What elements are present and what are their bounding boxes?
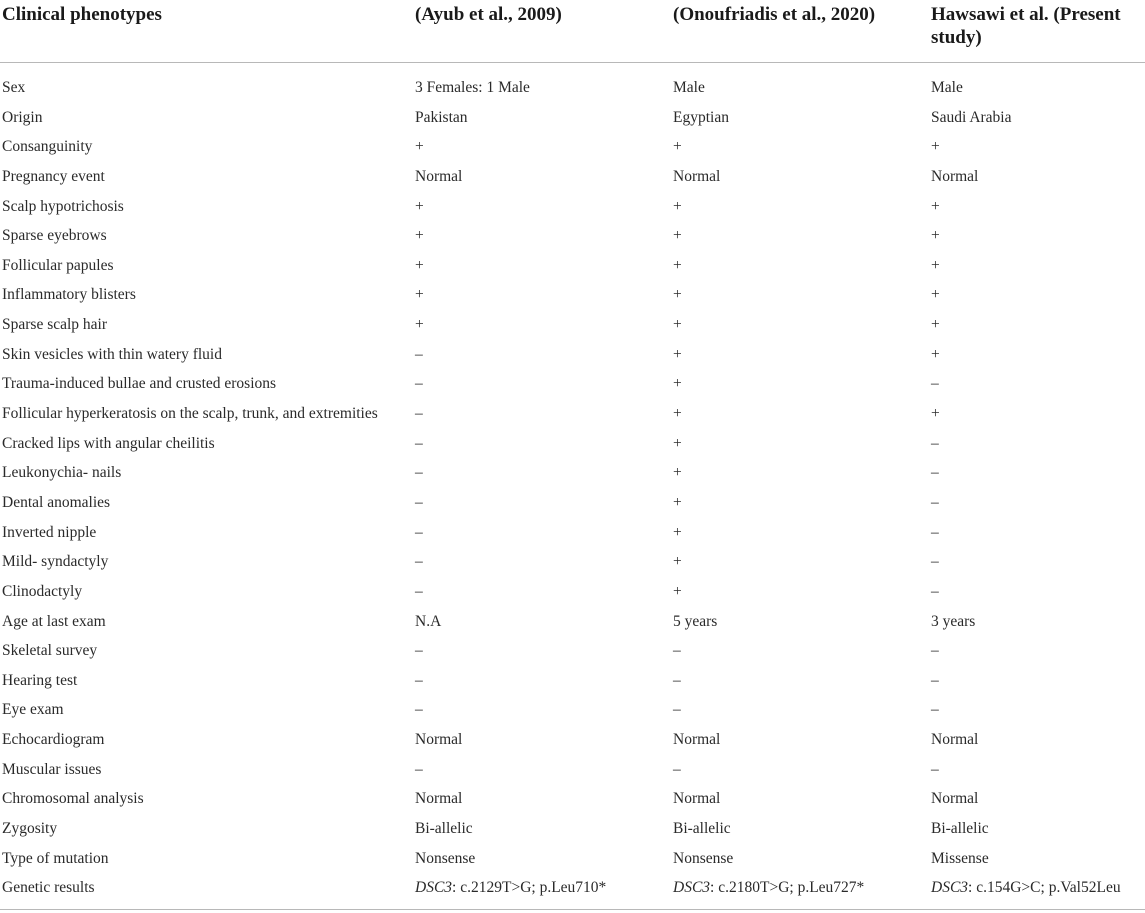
cell-ayub: – bbox=[415, 405, 423, 423]
cell-present: Missense bbox=[931, 849, 989, 867]
table-row bbox=[0, 459, 1145, 489]
cell-ayub: – bbox=[415, 493, 423, 511]
cell-ayub: – bbox=[415, 375, 423, 393]
table-row bbox=[0, 637, 1145, 667]
cell-phenotype: Consanguinity bbox=[2, 138, 93, 156]
cell-phenotype: Chromosomal analysis bbox=[2, 790, 144, 808]
cell-present: Normal bbox=[931, 167, 979, 185]
table-row bbox=[0, 370, 1145, 400]
table-row bbox=[0, 222, 1145, 252]
cell-phenotype: Clinodactyly bbox=[2, 582, 83, 600]
header-clinical-phenotypes: Clinical phenotypes bbox=[2, 4, 162, 25]
cell-present: – bbox=[931, 493, 939, 511]
cell-onoufriadis: + bbox=[673, 256, 682, 274]
table-row bbox=[0, 726, 1145, 756]
cell-phenotype: Leukonychia- nails bbox=[2, 464, 122, 482]
gene-name: DSC3 bbox=[415, 879, 453, 897]
table-row bbox=[0, 519, 1145, 549]
table-body bbox=[0, 74, 1145, 904]
cell-onoufriadis: + bbox=[673, 345, 682, 363]
cell-onoufriadis: – bbox=[673, 701, 681, 719]
cell-onoufriadis: – bbox=[673, 760, 681, 778]
header-ayub-2009: (Ayub et al., 2009) bbox=[415, 4, 562, 25]
cell-present: + bbox=[931, 316, 940, 334]
cell-present: – bbox=[931, 582, 939, 600]
cell-present: – bbox=[931, 671, 939, 689]
table-row bbox=[0, 193, 1145, 223]
table-row bbox=[0, 845, 1145, 875]
cell-onoufriadis: + bbox=[673, 197, 682, 215]
cell-phenotype: Follicular hyperkeratosis on the scalp, trunk, and extremities bbox=[2, 405, 378, 423]
cell-phenotype: Muscular issues bbox=[2, 760, 102, 778]
cell-present: 3 years bbox=[931, 612, 976, 630]
table-row bbox=[0, 252, 1145, 282]
table-row bbox=[0, 578, 1145, 608]
cell-phenotype: Type of mutation bbox=[2, 849, 109, 867]
cell-phenotype: Sparse scalp hair bbox=[2, 316, 108, 334]
cell-onoufriadis: + bbox=[673, 316, 682, 334]
cell-onoufriadis: 5 years bbox=[673, 612, 718, 630]
table-row bbox=[0, 696, 1145, 726]
cell-ayub: + bbox=[415, 138, 424, 156]
cell-present: Normal bbox=[931, 790, 979, 808]
cell-onoufriadis: Nonsense bbox=[673, 849, 734, 867]
cell-ayub: 3 Females: 1 Male bbox=[415, 79, 530, 96]
cell-onoufriadis: + bbox=[673, 286, 682, 304]
cell-phenotype: Cracked lips with angular cheilitis bbox=[2, 434, 215, 452]
cell-present: – bbox=[931, 523, 939, 541]
cell-onoufriadis: + bbox=[673, 405, 682, 423]
cell-ayub: – bbox=[415, 553, 423, 571]
cell-ayub: Nonsense bbox=[415, 849, 476, 867]
cell-ayub: + bbox=[415, 227, 424, 245]
cell-ayub: – bbox=[415, 434, 423, 452]
cell-onoufriadis: Normal bbox=[673, 790, 721, 808]
cell-onoufriadis: – bbox=[673, 642, 681, 660]
variant-text: : c.154G>C; p.Val52Leu bbox=[968, 879, 1121, 897]
table-row bbox=[0, 815, 1145, 845]
cell-ayub: + bbox=[415, 316, 424, 334]
cell-ayub: Normal bbox=[415, 790, 463, 808]
table-row-genetic-results bbox=[0, 874, 1145, 904]
table-row bbox=[0, 667, 1145, 697]
cell-present: – bbox=[931, 464, 939, 482]
cell-ayub: – bbox=[415, 642, 423, 660]
cell-present: Saudi Arabia bbox=[931, 108, 1012, 126]
cell-onoufriadis: Male bbox=[673, 79, 705, 96]
cell-present: Normal bbox=[931, 731, 979, 749]
table-row bbox=[0, 104, 1145, 134]
cell-onoufriadis: Bi-allelic bbox=[673, 820, 731, 838]
cell-phenotype: Hearing test bbox=[2, 671, 78, 689]
table-row bbox=[0, 785, 1145, 815]
cell-phenotype: Scalp hypotrichosis bbox=[2, 197, 124, 215]
cell-ayub: N.A bbox=[415, 612, 442, 630]
cell-present: – bbox=[931, 642, 939, 660]
cell-onoufriadis: + bbox=[673, 582, 682, 600]
cell-present: – bbox=[931, 375, 939, 393]
table-row bbox=[0, 281, 1145, 311]
cell-ayub: – bbox=[415, 464, 423, 482]
table-row bbox=[0, 430, 1145, 460]
cell-phenotype: Eye exam bbox=[2, 701, 64, 719]
table-bottom-rule bbox=[0, 909, 1145, 910]
cell-ayub: Normal bbox=[415, 167, 463, 185]
cell-ayub: – bbox=[415, 345, 423, 363]
cell-phenotype: Dental anomalies bbox=[2, 493, 111, 511]
cell-onoufriadis: + bbox=[673, 553, 682, 571]
cell-phenotype: Skeletal survey bbox=[2, 642, 98, 660]
cell-onoufriadis: + bbox=[673, 493, 682, 511]
table-row bbox=[0, 133, 1145, 163]
cell-onoufriadis: – bbox=[673, 671, 681, 689]
cell-present: + bbox=[931, 286, 940, 304]
cell-present: Male bbox=[931, 79, 963, 96]
cell-phenotype: Origin bbox=[2, 108, 43, 126]
variant-text: : c.2129T>G; p.Leu710* bbox=[452, 879, 607, 897]
cell-present: Bi-allelic bbox=[931, 820, 989, 838]
cell-onoufriadis: Normal bbox=[673, 167, 721, 185]
table-row bbox=[0, 400, 1145, 430]
cell-phenotype: Inverted nipple bbox=[2, 523, 97, 541]
cell-phenotype: Pregnancy event bbox=[2, 167, 105, 185]
cell-onoufriadis: + bbox=[673, 375, 682, 393]
cell-ayub: + bbox=[415, 197, 424, 215]
cell-phenotype: Sex bbox=[2, 79, 26, 96]
table-row bbox=[0, 608, 1145, 638]
cell-ayub: + bbox=[415, 286, 424, 304]
cell-phenotype: Mild- syndactyly bbox=[2, 553, 109, 571]
table-row bbox=[0, 311, 1145, 341]
cell-onoufriadis: Normal bbox=[673, 731, 721, 749]
variant-text: : c.2180T>G; p.Leu727* bbox=[710, 879, 865, 897]
cell-present: + bbox=[931, 138, 940, 156]
table-row bbox=[0, 489, 1145, 519]
table-row bbox=[0, 341, 1145, 371]
cell-ayub: – bbox=[415, 523, 423, 541]
cell-ayub: + bbox=[415, 256, 424, 274]
cell-onoufriadis: + bbox=[673, 227, 682, 245]
cell-present: + bbox=[931, 405, 940, 423]
cell-phenotype: Age at last exam bbox=[2, 612, 106, 630]
cell-present: – bbox=[931, 434, 939, 452]
cell-onoufriadis: + bbox=[673, 464, 682, 482]
header-onoufriadis-2020: (Onoufriadis et al., 2020) bbox=[673, 4, 876, 25]
cell-ayub: Pakistan bbox=[415, 108, 468, 126]
cell-genetic-result bbox=[415, 878, 606, 898]
cell-ayub: Normal bbox=[415, 731, 463, 749]
cell-ayub: – bbox=[415, 701, 423, 719]
gene-name: DSC3 bbox=[931, 879, 969, 897]
cell-genetic-result bbox=[673, 878, 864, 898]
header-present-study: Hawsawi et al. (Present study) bbox=[931, 4, 1121, 48]
cell-ayub: Bi-allelic bbox=[415, 820, 473, 838]
cell-onoufriadis: Egyptian bbox=[673, 108, 729, 126]
table-header-row bbox=[0, 0, 1145, 63]
cell-ayub: – bbox=[415, 760, 423, 778]
cell-genetic-result bbox=[931, 878, 1121, 898]
cell-phenotype: Skin vesicles with thin watery fluid bbox=[2, 345, 222, 363]
cell-present: – bbox=[931, 553, 939, 571]
cell-ayub: – bbox=[415, 582, 423, 600]
cell-phenotype: Follicular papules bbox=[2, 256, 114, 274]
cell-phenotype: Zygosity bbox=[2, 820, 58, 838]
table-row bbox=[0, 756, 1145, 786]
cell-present: + bbox=[931, 197, 940, 215]
table-row bbox=[0, 163, 1145, 193]
cell-onoufriadis: + bbox=[673, 138, 682, 156]
gene-name: DSC3 bbox=[673, 879, 711, 897]
cell-present: + bbox=[931, 345, 940, 363]
cell-present: + bbox=[931, 227, 940, 245]
cell-phenotype: Sparse eyebrows bbox=[2, 227, 107, 245]
cell-phenotype: Trauma-induced bullae and crusted erosions bbox=[2, 375, 277, 393]
cell-ayub: – bbox=[415, 671, 423, 689]
cell-present: + bbox=[931, 256, 940, 274]
cell-onoufriadis: + bbox=[673, 523, 682, 541]
cell-phenotype: Genetic results bbox=[2, 879, 95, 897]
cell-onoufriadis: + bbox=[673, 434, 682, 452]
cell-phenotype: Echocardiogram bbox=[2, 731, 105, 749]
cell-present: – bbox=[931, 760, 939, 778]
cell-present: – bbox=[931, 701, 939, 719]
table-row bbox=[0, 74, 1145, 104]
table-row bbox=[0, 548, 1145, 578]
cell-phenotype: Inflammatory blisters bbox=[2, 286, 136, 304]
